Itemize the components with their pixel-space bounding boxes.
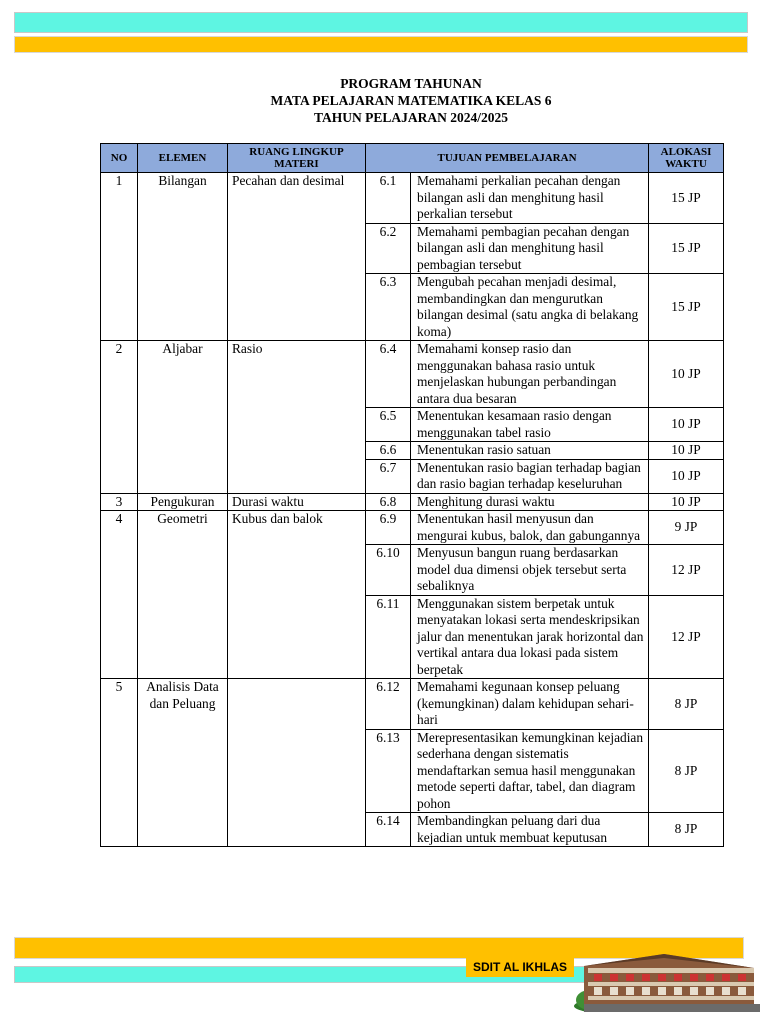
- cell-alokasi: 15 JP: [649, 173, 724, 224]
- cell-tujuan-text: Membandingkan peluang dari dua kejadian untuk membuat keputusan: [411, 813, 649, 847]
- table-row: [101, 173, 724, 224]
- cell-ruang-lingkup: Durasi waktu: [228, 493, 366, 511]
- cell-tujuan-text: Menghitung durasi waktu: [411, 493, 649, 511]
- table-header-row: [101, 144, 724, 173]
- cell-elemen: Aljabar: [138, 341, 228, 494]
- cell-alokasi: 10 JP: [649, 493, 724, 511]
- header-ruang-lingkup: RUANG LINGKUP MATERI: [228, 144, 366, 173]
- cell-tujuan-text: Menentukan kesamaan rasio dengan menggunakan tabel rasio: [411, 408, 649, 442]
- cell-tujuan-text: Menentukan rasio satuan: [411, 442, 649, 460]
- table-body: [101, 173, 724, 847]
- cell-tujuan-text: Mengubah pecahan menjadi desimal, membandingkan dan mengurutkan bilangan desimal (satu angka di belakang koma): [411, 274, 649, 341]
- cell-ruang-lingkup: Pecahan dan desimal: [228, 173, 366, 341]
- cell-ruang-lingkup: [228, 679, 366, 847]
- header-tujuan: TUJUAN PEMBELAJARAN: [366, 144, 649, 173]
- table-row: [101, 493, 724, 511]
- cell-alokasi: 8 JP: [649, 679, 724, 730]
- header-alokasi: ALOKASI WAKTU: [649, 144, 724, 173]
- cell-elemen: Bilangan: [138, 173, 228, 341]
- heading-line-1: PROGRAM TAHUNAN: [340, 76, 482, 91]
- header-elemen: ELEMEN: [138, 144, 228, 173]
- header-no: NO: [101, 144, 138, 173]
- heading-line-3: TAHUN PELAJARAN 2024/2025: [313, 110, 508, 125]
- table-row: [101, 341, 724, 408]
- cell-tujuan-text: Memahami kegunaan konsep peluang (kemungkinan) dalam kehidupan sehari-hari: [411, 679, 649, 730]
- cell-tp-code: 6.4: [366, 341, 411, 408]
- cell-tp-code: 6.5: [366, 408, 411, 442]
- cell-tp-code: 6.14: [366, 813, 411, 847]
- cell-elemen: Analisis Data dan Peluang: [138, 679, 228, 847]
- cell-alokasi: 10 JP: [649, 459, 724, 493]
- school-name-badge: SDIT AL IKHLAS: [466, 956, 574, 977]
- cell-tujuan-text: Menggunakan sistem berpetak untuk menyatakan lokasi serta mendeskripsikan jalur dan menentukan jarak horizontal dan vertikal antara dua lokasi pada sistem berpetak: [411, 595, 649, 679]
- cell-ruang-lingkup: Rasio: [228, 341, 366, 494]
- cell-tp-code: 6.9: [366, 511, 411, 545]
- cell-alokasi: 10 JP: [649, 408, 724, 442]
- cell-tp-code: 6.2: [366, 223, 411, 274]
- cell-tujuan-text: Memahami pembagian pecahan dengan bilangan asli dan menghitung hasil pembagian tersebut: [411, 223, 649, 274]
- cell-ruang-lingkup: Kubus dan balok: [228, 511, 366, 679]
- cell-alokasi: 15 JP: [649, 223, 724, 274]
- cell-tp-code: 6.10: [366, 545, 411, 596]
- cell-no: 4: [101, 511, 138, 679]
- cell-tujuan-text: Memahami konsep rasio dan menggunakan bahasa rasio untuk menjelaskan hubungan perbandingan antara dua besaran: [411, 341, 649, 408]
- cell-tujuan-text: Merepresentasikan kemungkinan kejadian sederhana dengan sistematis mendaftarkan semua hasil menggunakan metode seperti daftar, tabel, dan diagram pohon: [411, 729, 649, 813]
- cell-tujuan-text: Memahami perkalian pecahan dengan bilangan asli dan menghitung hasil perkalian tersebut: [411, 173, 649, 224]
- cell-tp-code: 6.7: [366, 459, 411, 493]
- table-row: [101, 679, 724, 730]
- cell-alokasi: 8 JP: [649, 813, 724, 847]
- cell-tp-code: 6.12: [366, 679, 411, 730]
- cell-tp-code: 6.1: [366, 173, 411, 224]
- cell-alokasi: 15 JP: [649, 274, 724, 341]
- cell-no: 2: [101, 341, 138, 494]
- cell-alokasi: 10 JP: [649, 341, 724, 408]
- cell-tp-code: 6.6: [366, 442, 411, 460]
- cell-tujuan-text: Menentukan rasio bagian terhadap bagian dan rasio bagian terhadap keseluruhan: [411, 459, 649, 493]
- cell-elemen: Pengukuran: [138, 493, 228, 511]
- cell-alokasi: 10 JP: [649, 442, 724, 460]
- top-cyan-band: [14, 12, 748, 33]
- cell-alokasi: 12 JP: [649, 545, 724, 596]
- cell-no: 1: [101, 173, 138, 341]
- annual-program-table: [100, 143, 724, 847]
- cell-elemen: Geometri: [138, 511, 228, 679]
- cell-no: 3: [101, 493, 138, 511]
- top-yellow-band: [14, 36, 748, 53]
- cell-tp-code: 6.13: [366, 729, 411, 813]
- cell-tp-code: 6.3: [366, 274, 411, 341]
- cell-tp-code: 6.8: [366, 493, 411, 511]
- cell-tujuan-text: Menentukan hasil menyusun dan mengurai kubus, balok, dan gabungannya: [411, 511, 649, 545]
- cell-tp-code: 6.11: [366, 595, 411, 679]
- cell-alokasi: 8 JP: [649, 729, 724, 813]
- heading-line-2: MATA PELAJARAN MATEMATIKA KELAS 6: [270, 93, 552, 108]
- cell-alokasi: 12 JP: [649, 595, 724, 679]
- document-heading: [100, 75, 722, 126]
- table-row: [101, 511, 724, 545]
- cell-no: 5: [101, 679, 138, 847]
- school-building-icon: [574, 946, 760, 1012]
- cell-alokasi: 9 JP: [649, 511, 724, 545]
- cell-tujuan-text: Menyusun bangun ruang berdasarkan model dua dimensi objek tersebut serta sebaliknya: [411, 545, 649, 596]
